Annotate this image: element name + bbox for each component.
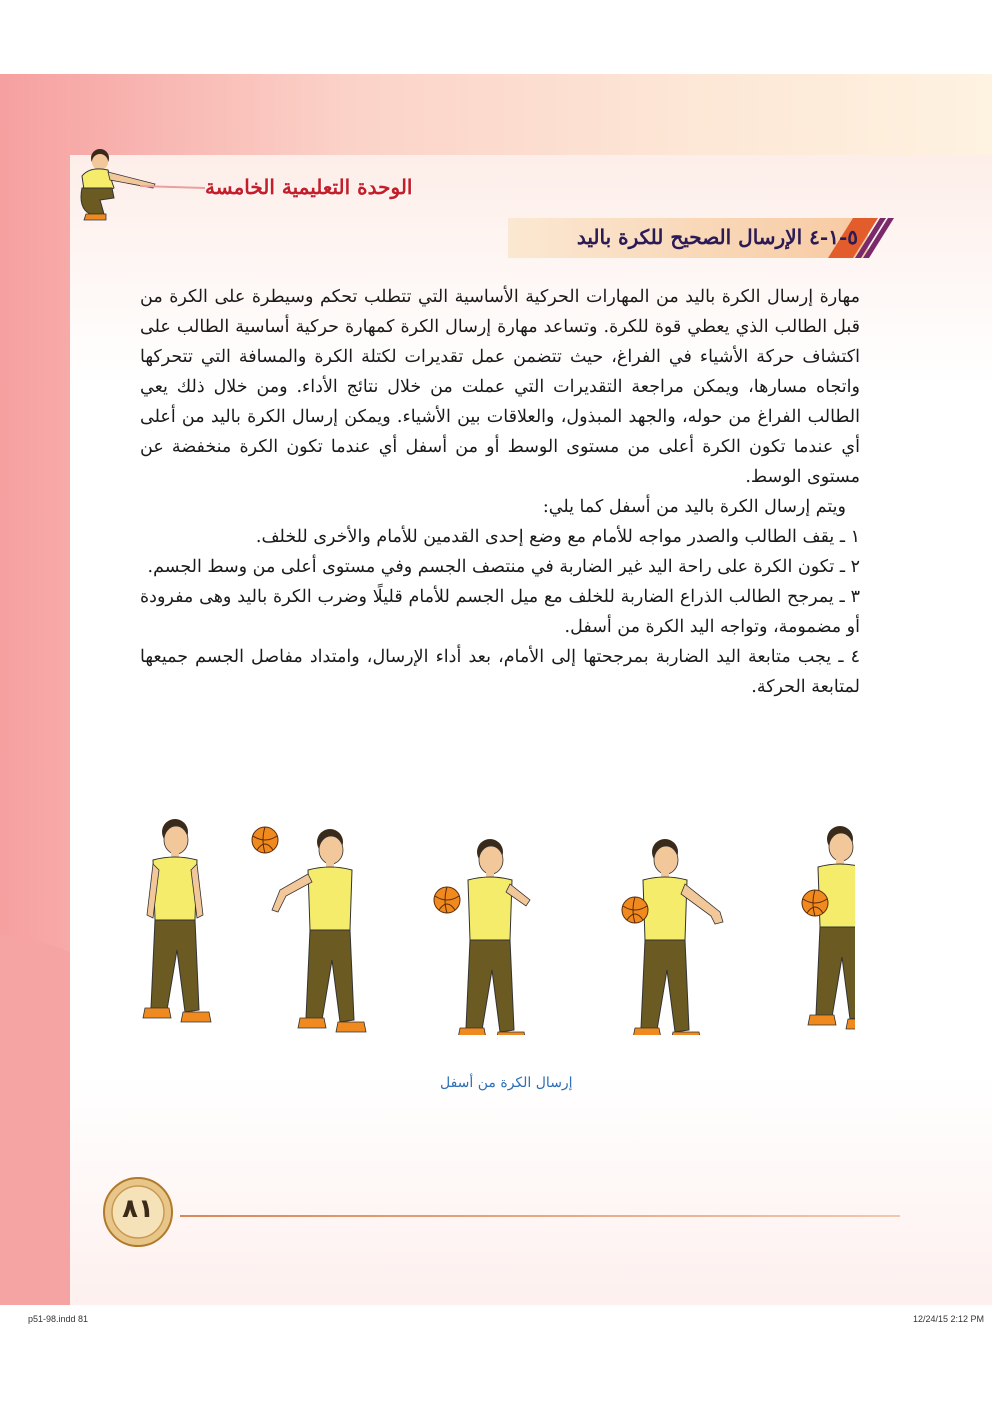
steps-intro: ويتم إرسال الكرة باليد من أسفل كما يلي: [542, 497, 846, 517]
boy-pose-1 [143, 819, 211, 1022]
list-item: ١ ـ يقف الطالب والصدر مواجه للأمام مع وضع إحدى القدمين للأمام والأخرى للخلف. [255, 527, 860, 547]
body-paragraph: مهارة إرسال الكرة باليد من المهارات الحركية الأساسية التي تتطلب تحكم وسيطرة على الكرة من قبل الطالب الذي يعطي قوة للكرة. وتساعد مهارة إرسال الكرة كمهارة حركية أساسية الطالب على اكتشاف حركة الأشياء في الفراغ، حيث تتضمن عمل تقديرات لكتلة الكرة والمسافة التي تتحركها واتجاه مسارها، ويمكن مراجعة التقديرات التي عملت من خلال نتائج الأداء. ومن خلال ذلك يعي الطالب الفراغ من حوله، والجهد المبذول، والعلاقات بين الأشياء. ويمكن إرسال الكرة باليد من أعلى أي عندما تكون الكرة أعلى من مستوى الوسط أو من أسفل أي عندما تكون الكرة منخفضة عن مستوى الوسط. [140, 287, 860, 487]
page-number-badge [102, 1176, 174, 1248]
figure-caption: إرسال الكرة من أسفل [440, 1075, 573, 1091]
list-item: ٢ ـ تكون الكرة على راحة اليد غير الضاربة في منتصف الجسم وفي مستوى أعلى من وسط الجسم. [147, 557, 860, 577]
unit-title: الوحدة التعليمية الخامسة [205, 175, 413, 199]
boy-pose-5 [808, 826, 855, 1029]
ball-pose-4 [622, 897, 648, 923]
serve-sequence-figure [135, 815, 855, 1035]
ball-pose-5 [802, 890, 828, 916]
boy-pose-2 [272, 829, 366, 1032]
print-slug-file: p51-98.indd 81 [28, 1314, 89, 1324]
ball-pose-3 [434, 887, 460, 913]
footer-divider [180, 1215, 900, 1217]
steps-list [140, 522, 860, 702]
print-slug-date: 12/24/15 2:12 PM [912, 1314, 984, 1324]
unit-header [60, 148, 413, 224]
serve-sequence-illustration [135, 815, 855, 1035]
main-content [140, 282, 860, 702]
section-title: ٥-١-٤ الإرسال الصحيح للكرة باليد [576, 225, 858, 249]
boy-pose-4 [633, 839, 723, 1035]
section-title-bar [508, 218, 898, 258]
boy-pose-3 [458, 839, 530, 1035]
ball-pose-2 [252, 827, 278, 853]
list-item: ٣ ـ يمرجح الطالب الذراع الضاربة للخلف مع ميل الجسم للأمام قليلًا وضرب الكرة باليد وهى مفرودة أو مضمومة، وتواجه اليد الكرة من أسفل. [140, 587, 860, 637]
page-number: ٨١ [122, 1194, 154, 1224]
list-item: ٤ ـ يجب متابعة اليد الضاربة بمرجحتها إلى الأمام، بعد أداء الإرسال، وامتداد مفاصل الجسم جميعها لمتابعة الحركة. [140, 647, 860, 697]
crouching-boy-illustration [60, 148, 210, 224]
